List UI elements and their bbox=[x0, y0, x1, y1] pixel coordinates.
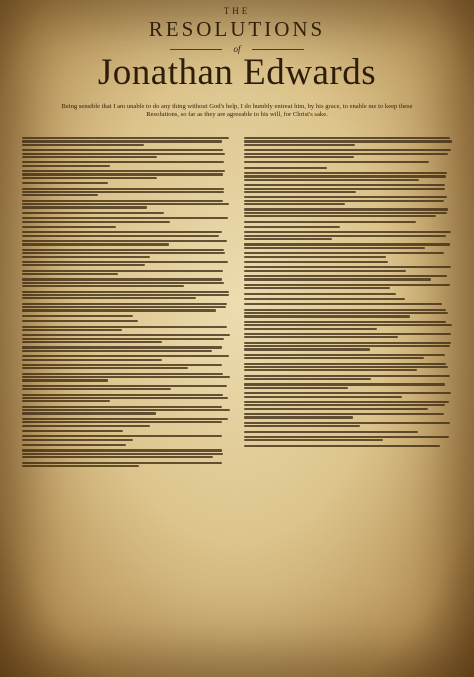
resolution-text-line bbox=[22, 388, 171, 390]
resolution-text-line bbox=[22, 170, 225, 172]
resolution-text-line bbox=[244, 357, 424, 359]
resolution-text-line bbox=[244, 375, 450, 377]
resolution-text-line bbox=[244, 366, 448, 368]
resolution-item bbox=[22, 161, 230, 167]
resolution-item bbox=[244, 375, 452, 381]
resolution-item bbox=[244, 363, 452, 372]
resolution-text-line bbox=[22, 406, 222, 408]
resolution-item bbox=[244, 243, 452, 249]
resolution-text-line bbox=[22, 334, 230, 336]
resolution-item bbox=[244, 161, 452, 163]
resolution-text-line bbox=[22, 217, 228, 219]
resolution-text-line bbox=[22, 182, 108, 184]
resolution-text-line bbox=[244, 315, 410, 317]
resolution-text-line bbox=[22, 273, 118, 275]
resolution-item bbox=[244, 275, 452, 281]
resolution-text-line bbox=[22, 243, 169, 245]
resolution-text-line bbox=[244, 324, 452, 326]
resolution-text-line bbox=[244, 363, 446, 365]
resolution-text-line bbox=[22, 153, 225, 155]
resolution-text-line bbox=[22, 188, 224, 190]
resolution-text-line bbox=[244, 342, 451, 344]
resolution-item bbox=[22, 226, 230, 228]
resolution-item bbox=[22, 149, 230, 158]
resolution-text-line bbox=[244, 387, 348, 389]
resolution-text-line bbox=[244, 284, 450, 286]
resolution-text-line bbox=[22, 430, 123, 432]
resolution-text-line bbox=[244, 215, 436, 217]
resolution-text-line bbox=[22, 149, 223, 151]
resolution-item bbox=[244, 413, 452, 419]
resolution-text-line bbox=[244, 266, 451, 268]
resolution-item bbox=[22, 240, 230, 246]
resolution-item bbox=[244, 137, 452, 146]
resolution-text-line bbox=[244, 137, 450, 139]
resolution-item bbox=[244, 354, 452, 360]
resolution-item bbox=[22, 364, 230, 370]
resolution-item bbox=[22, 261, 230, 267]
resolution-item bbox=[22, 385, 230, 391]
resolution-text-line bbox=[22, 315, 133, 317]
resolution-item bbox=[244, 208, 452, 217]
resolution-item bbox=[244, 266, 452, 272]
resolution-text-line bbox=[244, 369, 417, 371]
resolution-text-line bbox=[244, 275, 447, 277]
resolution-item bbox=[244, 303, 452, 305]
resolution-text-line bbox=[244, 161, 429, 163]
resolution-item bbox=[22, 326, 230, 332]
resolution-text-line bbox=[22, 256, 150, 258]
resolution-text-line bbox=[22, 194, 98, 196]
resolution-text-line bbox=[22, 341, 162, 343]
resolution-text-line bbox=[244, 445, 440, 447]
resolution-item bbox=[22, 188, 230, 197]
resolution-item bbox=[244, 342, 452, 351]
resolution-item bbox=[22, 444, 230, 446]
intro-paragraph: Being sensible that I am unable to do any thing without God's help, I do humbly entreat him, by his grace, to enable me to keep these Resolutions, so far as they are agreeable to his will, for Christ's sake. bbox=[61, 103, 413, 119]
resolution-text-line bbox=[244, 436, 449, 438]
resolution-item bbox=[22, 430, 230, 432]
resolution-item bbox=[244, 333, 452, 339]
resolution-text-line bbox=[244, 293, 396, 295]
resolution-text-line bbox=[244, 278, 431, 280]
resolution-text-line bbox=[244, 231, 451, 233]
resolution-text-line bbox=[22, 278, 222, 280]
resolution-text-line bbox=[22, 140, 222, 142]
resolution-text-line bbox=[22, 397, 228, 399]
resolution-text-line bbox=[22, 444, 126, 446]
resolutions-column-left bbox=[22, 137, 230, 665]
title-resolutions: RESOLUTIONS bbox=[148, 17, 326, 41]
resolution-text-line bbox=[244, 309, 446, 311]
resolution-item bbox=[244, 172, 452, 181]
resolution-item bbox=[244, 445, 452, 447]
resolution-text-line bbox=[22, 144, 144, 146]
resolution-text-line bbox=[244, 328, 377, 330]
resolution-text-line bbox=[22, 425, 150, 427]
resolution-text-line bbox=[22, 156, 157, 158]
resolution-text-line bbox=[244, 336, 398, 338]
resolution-item bbox=[244, 309, 452, 318]
resolution-item bbox=[22, 320, 230, 322]
resolution-item bbox=[22, 182, 230, 184]
divider-right bbox=[252, 49, 304, 50]
resolution-item bbox=[244, 167, 452, 169]
resolution-item bbox=[22, 303, 230, 312]
resolution-text-line bbox=[22, 412, 156, 414]
resolution-text-line bbox=[22, 303, 227, 305]
resolution-item bbox=[22, 418, 230, 427]
resolution-item bbox=[22, 249, 230, 258]
resolution-text-line bbox=[22, 465, 139, 467]
resolution-text-line bbox=[244, 184, 445, 186]
resolution-text-line bbox=[22, 291, 229, 293]
resolution-item bbox=[22, 373, 230, 382]
resolution-text-line bbox=[22, 285, 184, 287]
resolution-text-line bbox=[244, 413, 444, 415]
resolution-text-line bbox=[22, 394, 223, 396]
resolution-text-line bbox=[22, 212, 164, 214]
resolution-text-line bbox=[22, 137, 229, 139]
resolution-text-line bbox=[244, 179, 419, 181]
resolution-text-line bbox=[22, 346, 222, 348]
resolution-text-line bbox=[22, 329, 122, 331]
resolution-text-line bbox=[22, 297, 196, 299]
resolution-text-line bbox=[22, 462, 222, 464]
resolution-item bbox=[244, 422, 452, 428]
resolution-text-line bbox=[244, 261, 388, 263]
resolution-text-line bbox=[22, 359, 162, 361]
resolution-item bbox=[22, 315, 230, 317]
resolution-text-line bbox=[244, 404, 445, 406]
resolution-item bbox=[244, 436, 452, 442]
resolution-text-line bbox=[244, 203, 345, 205]
resolution-item bbox=[244, 226, 452, 228]
resolution-item bbox=[244, 298, 452, 300]
resolution-text-line bbox=[22, 226, 116, 228]
resolution-text-line bbox=[22, 177, 157, 179]
resolution-text-line bbox=[22, 326, 227, 328]
resolution-text-line bbox=[244, 383, 445, 385]
resolution-text-line bbox=[244, 321, 446, 323]
resolutions-column-right bbox=[244, 137, 452, 665]
resolution-item bbox=[22, 200, 230, 209]
resolution-item bbox=[22, 212, 230, 214]
resolution-text-line bbox=[244, 416, 353, 418]
resolution-item bbox=[244, 401, 452, 410]
resolution-text-line bbox=[244, 298, 405, 300]
resolution-text-line bbox=[22, 161, 224, 163]
resolution-text-line bbox=[244, 422, 450, 424]
resolution-item bbox=[22, 231, 230, 237]
resolution-text-line bbox=[22, 261, 228, 263]
resolution-text-line bbox=[244, 238, 332, 240]
resolution-text-line bbox=[244, 196, 447, 198]
resolution-item bbox=[244, 261, 452, 263]
resolution-item bbox=[22, 449, 230, 458]
resolution-text-line bbox=[22, 235, 219, 237]
resolution-text-line bbox=[244, 256, 386, 258]
resolution-text-line bbox=[22, 453, 223, 455]
resolution-text-line bbox=[244, 221, 416, 223]
resolution-text-line bbox=[22, 231, 222, 233]
resolution-text-line bbox=[244, 425, 360, 427]
resolution-text-line bbox=[244, 175, 446, 177]
resolution-text-line bbox=[22, 338, 224, 340]
resolution-text-line bbox=[244, 247, 425, 249]
resolution-text-line bbox=[244, 431, 418, 433]
resolution-text-line bbox=[22, 385, 227, 387]
resolution-item bbox=[22, 406, 230, 415]
resolution-text-line bbox=[22, 206, 147, 208]
resolution-item bbox=[22, 346, 230, 352]
resolution-text-line bbox=[22, 350, 212, 352]
title-the: THE bbox=[223, 6, 251, 16]
resolution-text-line bbox=[22, 252, 225, 254]
resolution-text-line bbox=[244, 156, 354, 158]
resolution-text-line bbox=[22, 240, 227, 242]
resolution-text-line bbox=[244, 345, 450, 347]
resolution-text-line bbox=[244, 149, 451, 151]
resolution-item bbox=[22, 355, 230, 361]
resolution-text-line bbox=[22, 418, 228, 420]
resolution-text-line bbox=[22, 367, 188, 369]
resolution-text-line bbox=[244, 333, 451, 335]
resolution-text-line bbox=[244, 144, 355, 146]
resolution-text-line bbox=[244, 208, 448, 210]
resolution-text-line bbox=[244, 312, 448, 314]
resolution-item bbox=[244, 392, 452, 398]
resolution-item bbox=[244, 431, 452, 433]
resolution-item bbox=[244, 252, 452, 258]
resolution-text-line bbox=[22, 409, 230, 411]
title-of: of bbox=[233, 44, 241, 54]
resolution-text-line bbox=[244, 270, 406, 272]
resolution-text-line bbox=[22, 439, 133, 441]
resolution-text-line bbox=[22, 294, 229, 296]
resolution-text-line bbox=[244, 212, 447, 214]
resolution-text-line bbox=[22, 309, 216, 311]
resolution-text-line bbox=[244, 140, 452, 142]
resolution-text-line bbox=[244, 200, 444, 202]
resolution-text-line bbox=[244, 188, 445, 190]
resolution-text-line bbox=[244, 235, 446, 237]
resolution-text-line bbox=[22, 364, 222, 366]
resolution-text-line bbox=[244, 439, 383, 441]
resolution-text-line bbox=[244, 303, 442, 305]
resolution-text-line bbox=[244, 408, 428, 410]
resolution-text-line bbox=[22, 456, 213, 458]
resolution-text-line bbox=[22, 449, 222, 451]
resolution-text-line bbox=[22, 421, 222, 423]
resolution-item bbox=[22, 462, 230, 468]
resolution-item bbox=[22, 291, 230, 300]
resolution-text-line bbox=[22, 400, 110, 402]
resolution-text-line bbox=[244, 392, 451, 394]
resolution-item bbox=[22, 278, 230, 287]
resolution-item bbox=[22, 394, 230, 403]
resolution-text-line bbox=[244, 167, 327, 169]
resolution-text-line bbox=[244, 396, 402, 398]
resolution-item bbox=[22, 217, 230, 223]
resolution-item bbox=[22, 270, 230, 276]
resolution-text-line bbox=[22, 306, 226, 308]
resolution-item bbox=[244, 231, 452, 240]
resolution-text-line bbox=[22, 203, 229, 205]
resolution-text-line bbox=[22, 264, 145, 266]
resolution-item bbox=[244, 383, 452, 389]
resolution-text-line bbox=[244, 243, 450, 245]
resolution-item bbox=[244, 293, 452, 295]
resolution-item bbox=[244, 321, 452, 330]
resolution-text-line bbox=[244, 401, 449, 403]
resolution-text-line bbox=[244, 226, 340, 228]
resolution-text-line bbox=[244, 348, 370, 350]
resolution-text-line bbox=[22, 355, 229, 357]
resolution-text-line bbox=[22, 373, 223, 375]
resolution-item bbox=[22, 435, 230, 441]
resolution-text-line bbox=[22, 379, 108, 381]
resolution-text-line bbox=[22, 249, 224, 251]
resolution-text-line bbox=[22, 221, 170, 223]
resolution-item bbox=[22, 334, 230, 343]
resolution-text-line bbox=[244, 354, 445, 356]
resolution-text-line bbox=[244, 191, 356, 193]
resolution-text-line bbox=[22, 173, 223, 175]
resolution-text-line bbox=[22, 320, 138, 322]
resolution-text-line bbox=[22, 191, 224, 193]
resolution-item bbox=[244, 221, 452, 223]
resolution-text-line bbox=[22, 435, 222, 437]
resolution-text-line bbox=[244, 287, 390, 289]
resolution-item bbox=[22, 137, 230, 146]
resolution-text-line bbox=[244, 378, 371, 380]
resolution-text-line bbox=[22, 376, 230, 378]
resolution-item bbox=[244, 149, 452, 158]
resolution-item bbox=[22, 170, 230, 179]
resolution-text-line bbox=[22, 200, 223, 202]
title-name: Jonathan Edwards bbox=[97, 52, 377, 93]
resolution-item bbox=[244, 196, 452, 205]
resolution-text-line bbox=[22, 165, 110, 167]
resolution-item bbox=[244, 184, 452, 193]
resolution-item bbox=[244, 284, 452, 290]
resolution-text-line bbox=[244, 252, 444, 254]
resolution-text-line bbox=[22, 270, 223, 272]
resolution-text-line bbox=[244, 153, 448, 155]
resolution-text-line bbox=[22, 282, 224, 284]
resolution-text-line bbox=[244, 172, 447, 174]
